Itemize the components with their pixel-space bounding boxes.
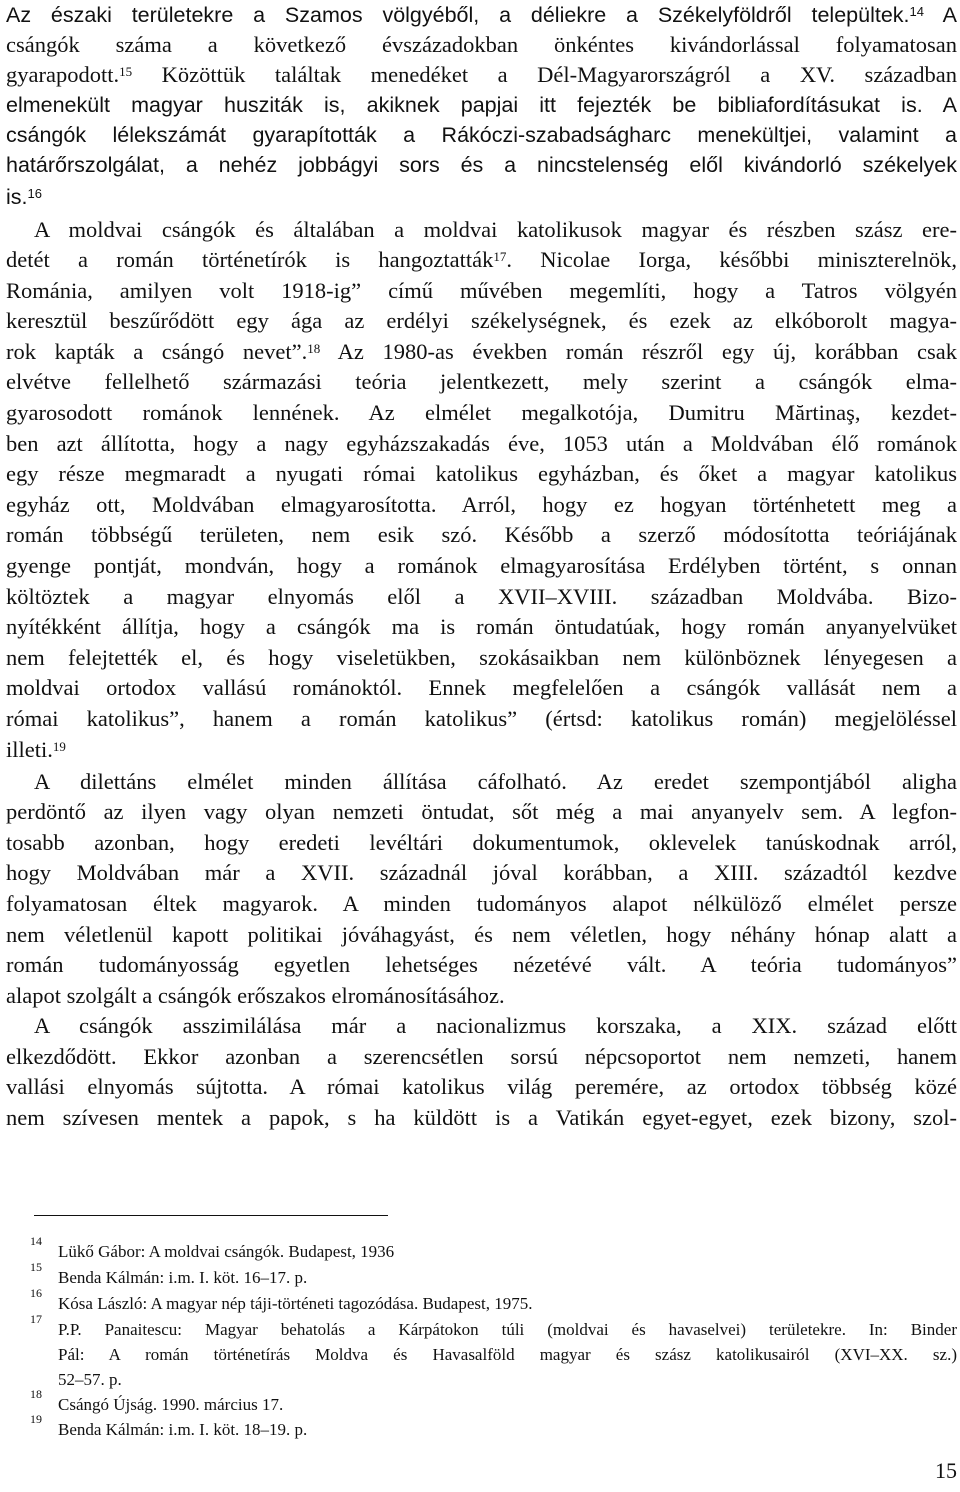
text-line: keresztül beszűrődött egy ága az erdélyi székelységnek, és ezek az elkóborolt magya- — [6, 308, 957, 333]
text-line: perdöntő az ilyen vagy olyan nemzeti öntudat, sőt még a mai anyanyelv sem. A legfon- — [6, 799, 957, 824]
text-line: ben azt állította, hogy a nagy egyházszakadás éve, 1053 után a Moldvában élő románok — [6, 431, 957, 456]
footnote-text: Benda Kálmán: i.m. I. köt. 18–19. p. — [58, 1420, 308, 1439]
text-line: határőrszolgálat, a nehéz jobbágyi sors és a nincstelenség elől kivándorló székelyek — [6, 153, 957, 177]
footnote — [6, 1260, 957, 1290]
footnote-number: 18 — [30, 1387, 42, 1401]
footnote — [6, 1343, 957, 1367]
footnote-ref: 14 — [909, 4, 924, 19]
footnote-number: 17 — [30, 1312, 42, 1326]
text-line: gyenge pontját, mondván, hogy a románok elmagyarosítása Erdélyben történt, s onnan — [6, 553, 957, 578]
footnote-number: 14 — [30, 1234, 42, 1248]
text-line: nem szívesen mentek a papok, s ha küldött is a Vatikán egyet-egyet, ezek bizony, szol- — [6, 1105, 957, 1130]
footnote — [6, 1234, 957, 1264]
footnote-ref: 17 — [493, 249, 507, 264]
text-line: gyarosodott románok lennének. Az elmélet megalkotója, Dumitru Mărtinaş, kezdet- — [6, 400, 957, 425]
footnote-ref: 18 — [307, 341, 321, 356]
text-line: csángók lélekszámát gyarapították a Rákóczi-szabadságharc menekültjei, valamint a — [6, 123, 957, 147]
text-line: A dilettáns elmélet minden állítása cáfolható. Az eredet szempontjából aligha — [34, 769, 957, 794]
footnote-separator — [34, 1215, 388, 1216]
footnote-text: 52–57. p. — [58, 1370, 122, 1389]
text-line: A csángók asszimilálása már a nacionalizmus korszaka, a XIX. század előtt — [34, 1013, 957, 1038]
text-line: A moldvai csángók és általában a moldvai katolikusok magyar és részben szász ere- — [34, 217, 957, 242]
footnote-text: Lükő Gábor: A moldvai csángók. Budapest, 1936 — [58, 1242, 395, 1261]
text-line: detét a román történetírók is hangoztatták$^{17}$. Nicolae Iorga, későbbi miniszterelnök, — [6, 247, 957, 272]
text-line: hogy Moldvában már a XVII. századnál jóval korábban, a XIII. századtól kezdve — [6, 860, 957, 885]
text-line: Az északi területekre a Szamos völgyéből, a déliekre a Székelyföldről települtek.$^{14}$ A — [6, 3, 957, 27]
text-line: alapot szolgált a csángók erőszakos elrománosításához. — [6, 983, 505, 1008]
text-line: gyarapodott.$^{15}$ Közöttük találtak menedéket a Dél-Magyarországról a XV. században — [6, 62, 957, 87]
text-line: vallási elnyomás sújtotta. A római katolikus világ peremére, az ortodox többség közé — [6, 1074, 957, 1099]
footnote — [6, 1387, 957, 1417]
text-line: illeti.$^{19}$ — [6, 737, 66, 762]
text-line: tosabb azonban, hogy eredeti levéltári dokumentumok, oklevelek tanúskodnak arról, — [6, 830, 957, 855]
text-line: nem véletlenül kapott politikai jóváhagyást, és nem véletlen, hogy néhány hónap alatt a — [6, 922, 957, 947]
footnote-text: Csángó Újság. 1990. március 17. — [58, 1395, 284, 1414]
footnote-ref: 15 — [119, 64, 133, 79]
footnote-ref: 19 — [52, 739, 66, 754]
text-line: rok kapták a csángó nevet”.$^{18}$ Az 1980-as években román részről egy új, korábban csak — [6, 339, 957, 364]
text-line: római katolikus”, hanem a román katolikus” (értsd: katolikus román) megjelöléssel — [6, 706, 957, 731]
text-line: folyamatosan éltek magyarok. A minden tudományos alapot nélkülöző elmélet persze — [6, 891, 957, 916]
footnote-text: Pál: A román történetírás Moldva és Havasalföld magyar és szász katolikusairól (XVI–XX. sz.) — [58, 1345, 957, 1364]
text-line: egyház ott, Moldvában elmagyarosította. Arról, hogy ez hogyan történhetett meg a — [6, 492, 957, 517]
footnote-number: 15 — [30, 1260, 42, 1274]
text-line: román tudományosság egyetlen lehetséges nézetévé vált. A teória tudományos” — [6, 952, 957, 977]
footnote — [6, 1286, 957, 1316]
text-line: elmenekült magyar husziták is, akiknek papjai itt fejezték be bibliafordításukat is. A — [6, 93, 957, 117]
footnote-ref: 16 — [27, 186, 42, 201]
document-page — [6, 0, 957, 1492]
text-line: csángók száma a következő évszázadokban önkéntes kivándorlással folyamatosan — [6, 32, 957, 57]
text-line: elkezdődött. Ekkor azonban a szerencsétlen sorsú népcsoportot nem nemzeti, hanem — [6, 1044, 957, 1069]
text-line: egy része megmaradt a nyugati római katolikus egyházban, és őket a magyar katolikus — [6, 461, 957, 486]
text-line: költöztek a magyar elnyomás elől a XVII–XVIII. században Moldvába. Bizo- — [6, 584, 957, 609]
footnote — [6, 1368, 957, 1392]
text-line: nyítékként állítja, hogy a csángók ma is román öntudatúak, hogy román anyanyelvüket — [6, 614, 957, 639]
text-line: elvétve fellelhető származási teória jelentkezett, mely szerint a csángók elma- — [6, 369, 957, 394]
page-number: 15 — [935, 1458, 957, 1483]
footnote — [6, 1412, 957, 1442]
text-line: moldvai ortodox vallású románoktól. Ennek megfelelően a csángók vallását nem a — [6, 675, 957, 700]
footnote — [6, 1312, 957, 1342]
text-line: is.$^{16}$ — [6, 185, 42, 209]
footnote-text: P.P. Panaitescu: Magyar behatolás a Kárpátokon túli (moldvai és havaselvei) területekre. In: Binder — [58, 1320, 957, 1339]
text-line: nem felejtették el, és hogy viseletükben, szokásaikban nem különböznek lényegesen a — [6, 645, 957, 670]
text-line: román többségű területen, nem esik szó. Később a szerző módosította teóriájának — [6, 522, 957, 547]
footnote-number: 16 — [30, 1286, 42, 1300]
text-line: Románia, amilyen volt 1918-ig” című művében megemlíti, hogy a Tatros völgyén — [6, 278, 957, 303]
footnote-text: Benda Kálmán: i.m. I. köt. 16–17. p. — [58, 1268, 308, 1287]
footnote-text: Kósa László: A magyar nép táji-történeti tagozódása. Budapest, 1975. — [58, 1294, 533, 1313]
footnote-number: 19 — [30, 1412, 42, 1426]
